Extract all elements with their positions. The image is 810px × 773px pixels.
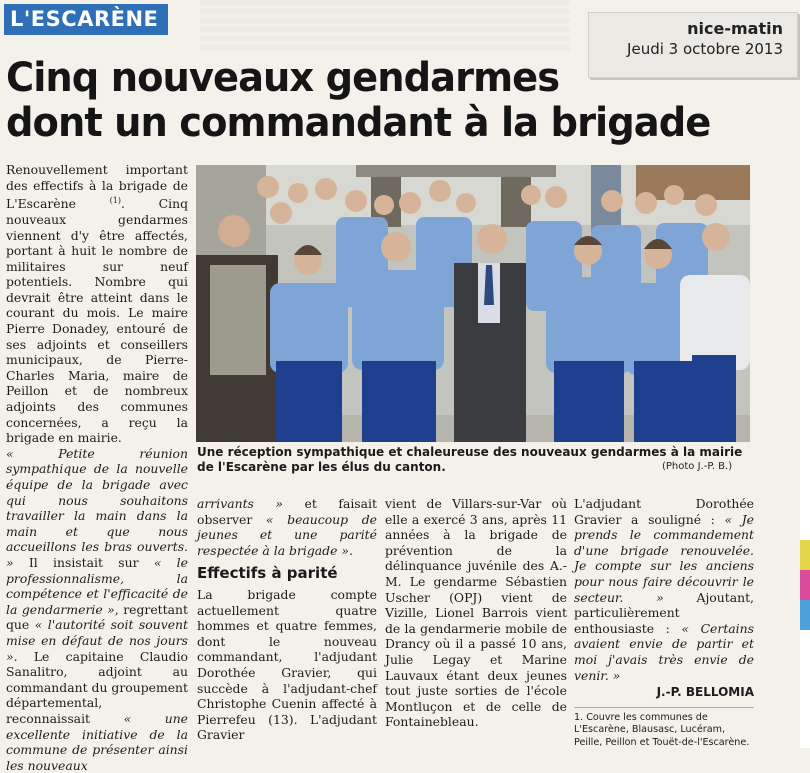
section-label: L'ESCARÈNE	[4, 4, 168, 35]
article-column-1	[6, 162, 188, 773]
intro-paragraph: Renouvellement important des effectifs à la brigade de L'Escarène $^{(1)}$. Cinq nouveaux gendarmes viennent d'y être affectés, portant à huit le nombre de militaires sur neuf potentiels. Nombre qui devrait être atteint dans le courant du mois. Le maire Pierre Donadey, entouré de ses adjoints et conseillers municipaux, de Pierre-Charles Maria, maire de Peillon et de nombreux adjoints des communes concernées, a reçu la brigade en mairie.	[6, 162, 189, 446]
column-4-paragraph: L'adjudant Dorothée Gravier a souligné : « Je prends le commandement d'une brigade renouvelée. Je compte sur les anciens pour nous faire découvrir le secteur. » Ajoutant, particulièrement enthousiaste : « Certains avaient envie de partir et moi j'avais très envie de venir. »	[574, 496, 754, 683]
headline-line-1: Cinq nouveaux gendarmes	[6, 55, 560, 101]
headline-line-2: dont un commandant à la brigade	[6, 100, 711, 146]
footnote-ref: (1)	[109, 196, 121, 206]
photo-credit: (Photo J.-P. B.)	[662, 461, 733, 472]
page-edge-color-strip	[800, 0, 810, 748]
article-column-4	[574, 496, 754, 749]
group-photo	[196, 165, 750, 442]
publication-date: Jeudi 3 octobre 2013	[627, 40, 783, 58]
quote-paragraph: « Petite réunion sympathique de la nouvelle équipe de la brigade avec qui nous souhaitons travailler la main dans la main et que nous accueillons les bras ouverts. » Il insistait sur « le professionnalisme, la compétence et l'efficacité de la gendarmerie », regrettant que « l'autorité soit souvent mise en défaut de nos jours ». Le capitaine Claudio Sanalitro, adjoint au commandant du groupement départemental, reconnaissait « une excellente initiative de la commune de présenter ainsi les nouveaux	[6, 445, 189, 773]
subheading: Effectifs à parité	[197, 564, 338, 583]
article-column-2	[197, 496, 377, 743]
photo-caption: Une réception sympathique et chaleureuse des nouveaux gendarmes à la mairie de l'Escarène par les élus du canton.	[197, 445, 743, 474]
footnote: 1. Couvre les communes de L'Escarène, Blausasc, Lucéram, Peille, Peillon et Touët-de-l'Escarène.	[574, 707, 754, 750]
group-photo-illustration	[196, 165, 750, 442]
column-3-paragraph: vient de Villars-sur-Var où elle a exercé 3 ans, après 11 années à la brigade de prévention de la délinquance juvénile des A.-M. Le gendarme Sébastien Uscher (OPJ) vient de Vizille, Lionel Barrois vient de la gendarmerie mobile de Drancy où il a passé 10 ans, Julie Legay et Marine Lauvaux étant deux jeunes tout juste sorties de l'école Montluçon et de celle de Fontainebleau.	[385, 496, 567, 730]
column-2-paragraph-1: arrivants » et faisait observer « beaucoup de jeunes et une parité respectée à la brigade ».	[197, 496, 378, 558]
newspaper-name: nice-matin	[687, 19, 783, 38]
adjacent-article-bleed	[200, 0, 570, 52]
article-column-3	[385, 496, 567, 730]
author-signature: J.-P. BELLOMIA	[656, 685, 754, 700]
headline	[6, 56, 710, 146]
column-2-paragraph-2: La brigade compte actuellement quatre hommes et quatre femmes, dont le nouveau commandant, l'adjudant Dorothée Gravier, qui succède à l'adjudant-chef Christophe Cuenin affecté à Pierrefeu (13). L'adjudant Gravier	[197, 586, 377, 743]
